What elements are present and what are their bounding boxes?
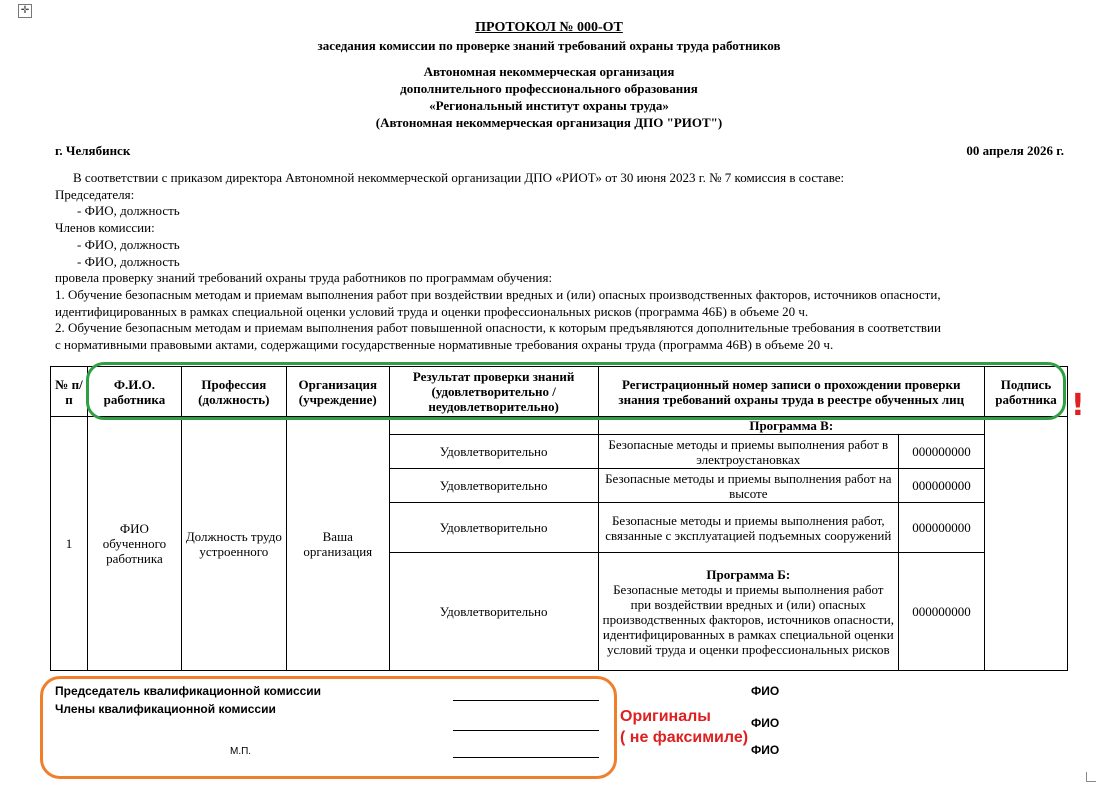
header-profession: Профессия (должность) xyxy=(181,367,286,417)
org-line-1: Автономная некоммерческая организация xyxy=(423,64,675,79)
reg-number-cell: 000000000 xyxy=(899,435,985,469)
chair-label: Председателя: xyxy=(55,186,135,202)
program-1-line-2: идентифицированных в рамках специальной оценки условий труда и оценки профессиональных рисков (программа 46Б) в объеме 20 ч. xyxy=(55,303,809,319)
header-signature: Подпись работника xyxy=(984,367,1067,417)
header-result: Результат проверки знаний (удовлетворительно / неудовлетворительно) xyxy=(389,367,598,417)
program-cell: Безопасные методы и приемы выполнения работ на высоте xyxy=(598,469,899,503)
program-2-line-2: с нормативными правовыми актами, содержащими государственные нормативные требования охраны труда (программа 46В) в объеме 20 ч. xyxy=(55,337,834,353)
protocol-date: 00 апреля 2026 г. xyxy=(966,143,1064,158)
row-fio: ФИО обученного работника xyxy=(87,417,181,671)
program-text: Безопасные методы и приемы выполнения работ при воздействии вредных и (или) опасных производственных факторов, источников опасности, идентифицированных в рамках специальной оценки условий труда и оценки профессиональных рисков xyxy=(602,581,894,657)
program-2-line-1: 2. Обучение безопасным методам и приемам выполнения работ повышенной опасности, к которым предъявляются дополнительные требования в соответствии xyxy=(55,320,941,336)
header-highlight-box xyxy=(86,362,1066,420)
result-cell: Удовлетворительно xyxy=(389,469,598,503)
protocol-title: ПРОТОКОЛ № 000-ОТ xyxy=(475,20,623,35)
program-cell xyxy=(598,553,899,671)
header-reg-number: Регистрационный номер записи о прохождении проверки знания требований охраны труда в реестре обученных лиц xyxy=(598,367,984,417)
chair-signature-label: Председатель квалификационной комиссии xyxy=(55,684,322,698)
note-line-1: Оригиналы xyxy=(620,708,711,725)
result-cell: Удовлетворительно xyxy=(389,435,598,469)
intro-text: В соответствии с приказом директора Автономной некоммерческой организации ДПО «РИОТ» от 30 июня 2023 г. № 7 комиссия в составе: xyxy=(73,170,845,185)
member-item: - ФИО, должность xyxy=(77,253,180,269)
row-signature xyxy=(984,417,1067,671)
signature-highlight-box xyxy=(40,676,617,779)
table-move-handle-icon[interactable]: ✛ xyxy=(18,4,32,18)
fio-member-1: ФИО xyxy=(751,716,780,730)
row-num: 1 xyxy=(51,417,88,671)
protocol-subtitle: заседания комиссии по проверке знаний требований охраны труда работников xyxy=(317,38,781,53)
result-cell: Удовлетворительно xyxy=(389,503,598,553)
reg-number-cell: 000000000 xyxy=(899,469,985,503)
attention-mark: ! xyxy=(1071,388,1085,423)
protocol-body xyxy=(55,170,1065,354)
header-organization: Организация (учреждение) xyxy=(286,367,389,417)
note-line-2: ( не факсимиле) xyxy=(620,729,749,746)
reg-number-cell: 000000000 xyxy=(899,553,985,671)
members-signature-label: Члены квалификационной комиссии xyxy=(55,702,276,716)
program-cell: Безопасные методы и приемы выполнения работ в электроустановках xyxy=(598,435,899,469)
header-num: № п/п xyxy=(51,367,88,417)
reg-number-cell: 000000000 xyxy=(899,503,985,553)
row-profession: Должность трудоустроенного xyxy=(181,417,286,671)
fio-member-2: ФИО xyxy=(751,743,780,757)
member-item: - ФИО, должность xyxy=(77,236,180,252)
org-line-3: «Региональный институт охраны труда» xyxy=(429,98,669,113)
program-1-line-1: 1. Обучение безопасным методам и приемам выполнения работ при воздействии вредных и (или) опасных производственных факторов, источников опасности, xyxy=(55,286,941,302)
row-organization: Ваша организация xyxy=(286,417,389,671)
fio-chair: ФИО xyxy=(751,684,780,698)
program-cell: Безопасные методы и приемы выполнения работ, связанные с эксплуатацией подъемных сооружений xyxy=(598,503,899,553)
page-corner-mark xyxy=(1086,772,1096,782)
conducted-text: провела проверку знаний требований охраны труда работников по программам обучения: xyxy=(55,270,553,286)
seal-place: М.П. xyxy=(230,746,252,757)
program-b-label: Программа Б: xyxy=(706,566,791,582)
originals-note xyxy=(620,706,748,748)
header-fio: Ф.И.О. работника xyxy=(87,367,181,417)
program-v-label: Программа В: xyxy=(598,417,984,435)
result-cell: Удовлетворительно xyxy=(389,553,598,671)
chair-item: - ФИО, должность xyxy=(77,203,180,219)
members-label: Членов комиссии: xyxy=(55,220,155,236)
org-line-4: (Автономная некоммерческая организация ДПО "РИОТ") xyxy=(375,115,723,130)
org-line-2: дополнительного профессионального образования xyxy=(400,81,698,96)
city: г. Челябинск xyxy=(55,143,131,158)
